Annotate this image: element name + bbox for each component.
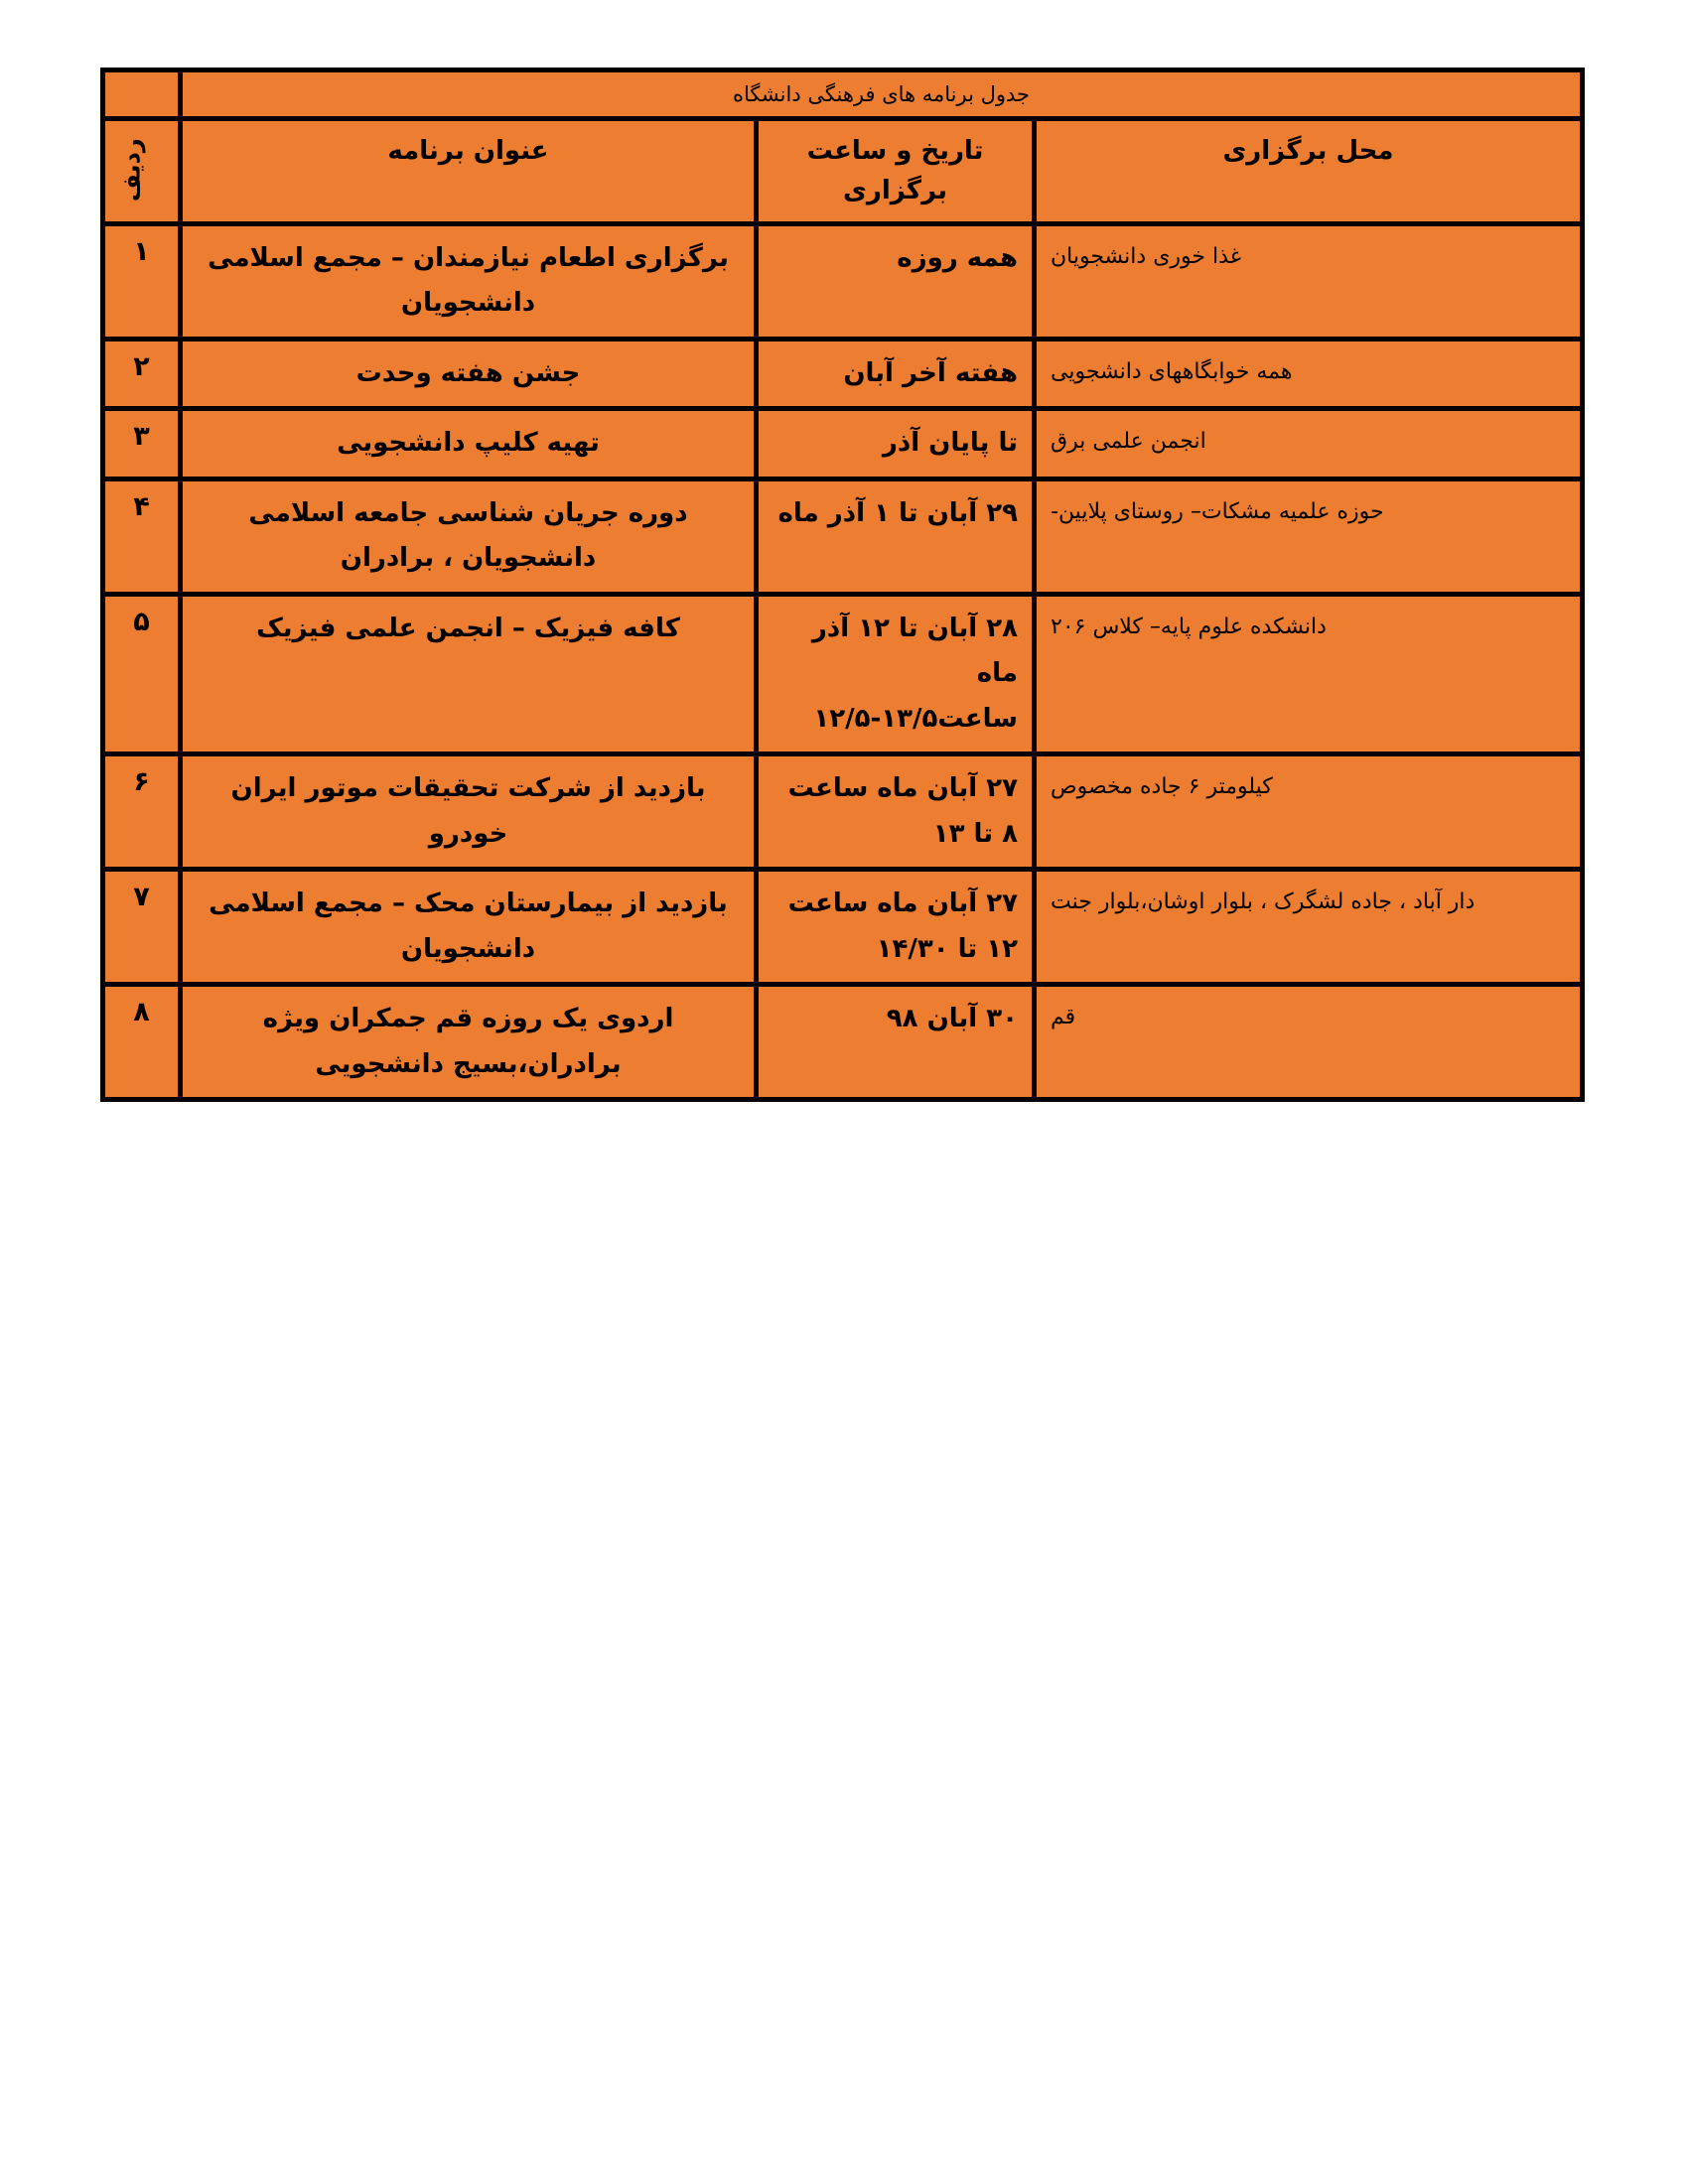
cell-title: کافه فیزیک – انجمن علمی فیزیک bbox=[181, 594, 757, 754]
cell-row-number: ۷ bbox=[103, 870, 181, 985]
banner-spacer-cell bbox=[103, 70, 181, 119]
cell-date: هفته آخر آبان bbox=[757, 339, 1035, 409]
cell-row-number: ۱ bbox=[103, 223, 181, 339]
cell-location: همه خوابگاههای دانشجویی bbox=[1035, 339, 1583, 409]
cell-row-number: ۴ bbox=[103, 478, 181, 594]
banner-row bbox=[103, 70, 1583, 119]
cell-location: غذا خوری دانشجویان bbox=[1035, 223, 1583, 339]
cell-title: اردوی یک روزه قم جمکران ویژه برادران،بسیج دانشجویی bbox=[181, 985, 757, 1100]
cell-row-number: ۶ bbox=[103, 754, 181, 870]
cell-title: جشن هفته وحدت bbox=[181, 339, 757, 409]
cell-location: حوزه علمیه مشکات– روستای پلایین- bbox=[1035, 478, 1583, 594]
table-row bbox=[103, 339, 1583, 409]
cell-row-number: ۵ bbox=[103, 594, 181, 754]
cell-location: دار آباد ، جاده لشگرک ، بلوار اوشان،بلوار جنت bbox=[1035, 870, 1583, 985]
table-row bbox=[103, 478, 1583, 594]
table-row bbox=[103, 870, 1583, 985]
cell-title: بازدید از شرکت تحقیقات موتور ایران خودرو bbox=[181, 754, 757, 870]
cell-date: ۲۷ آبان ماه ساعت ۱۲ تا ۱۴/۳۰ bbox=[757, 870, 1035, 985]
page-title: جدول برنامه های فرهنگی دانشگاه bbox=[181, 70, 1583, 119]
cell-date: ۲۷ آبان ماه ساعت ۸ تا ۱۳ bbox=[757, 754, 1035, 870]
cell-title: بازدید از بیمارستان محک – مجمع اسلامی دانشجویان bbox=[181, 870, 757, 985]
cell-location: کیلومتر ۶ جاده مخصوص bbox=[1035, 754, 1583, 870]
cell-row-number: ۲ bbox=[103, 339, 181, 409]
cell-date: تا پایان آذر bbox=[757, 409, 1035, 479]
table-row bbox=[103, 985, 1583, 1100]
cell-row-number: ۳ bbox=[103, 409, 181, 479]
table-row bbox=[103, 754, 1583, 870]
cell-date: همه روزه bbox=[757, 223, 1035, 339]
table-row bbox=[103, 223, 1583, 339]
table-row bbox=[103, 409, 1583, 479]
header-row bbox=[103, 119, 1583, 224]
table-body bbox=[103, 70, 1583, 1100]
cell-title: دوره جریان شناسی جامعه اسلامی دانشجویان ، برادران bbox=[181, 478, 757, 594]
column-header-location: محل برگزاری bbox=[1035, 119, 1583, 224]
table-row bbox=[103, 594, 1583, 754]
column-header-row-number-label: ردیف bbox=[117, 138, 146, 203]
cell-title: تهیه کلیپ دانشجویی bbox=[181, 409, 757, 479]
cell-date: ۳۰ آبان ۹۸ bbox=[757, 985, 1035, 1100]
cell-date: ۲۸ آبان تا ۱۲ آذر ماه ساعت۱۳/۵-۱۲/۵ bbox=[757, 594, 1035, 754]
column-header-program-title: عنوان برنامه bbox=[181, 119, 757, 224]
column-header-date-time: تاریخ و ساعت برگزاری bbox=[757, 119, 1035, 224]
cell-location: دانشکده علوم پایه– کلاس ۲۰۶ bbox=[1035, 594, 1583, 754]
cell-row-number: ۸ bbox=[103, 985, 181, 1100]
cell-title: برگزاری اطعام نیازمندان – مجمع اسلامی دانشجویان bbox=[181, 223, 757, 339]
cultural-programs-table bbox=[100, 68, 1585, 1102]
cell-location: قم bbox=[1035, 985, 1583, 1100]
cell-date: ۲۹ آبان تا ۱ آذر ماه bbox=[757, 478, 1035, 594]
cell-location: انجمن علمی برق bbox=[1035, 409, 1583, 479]
column-header-row-number bbox=[103, 119, 181, 224]
